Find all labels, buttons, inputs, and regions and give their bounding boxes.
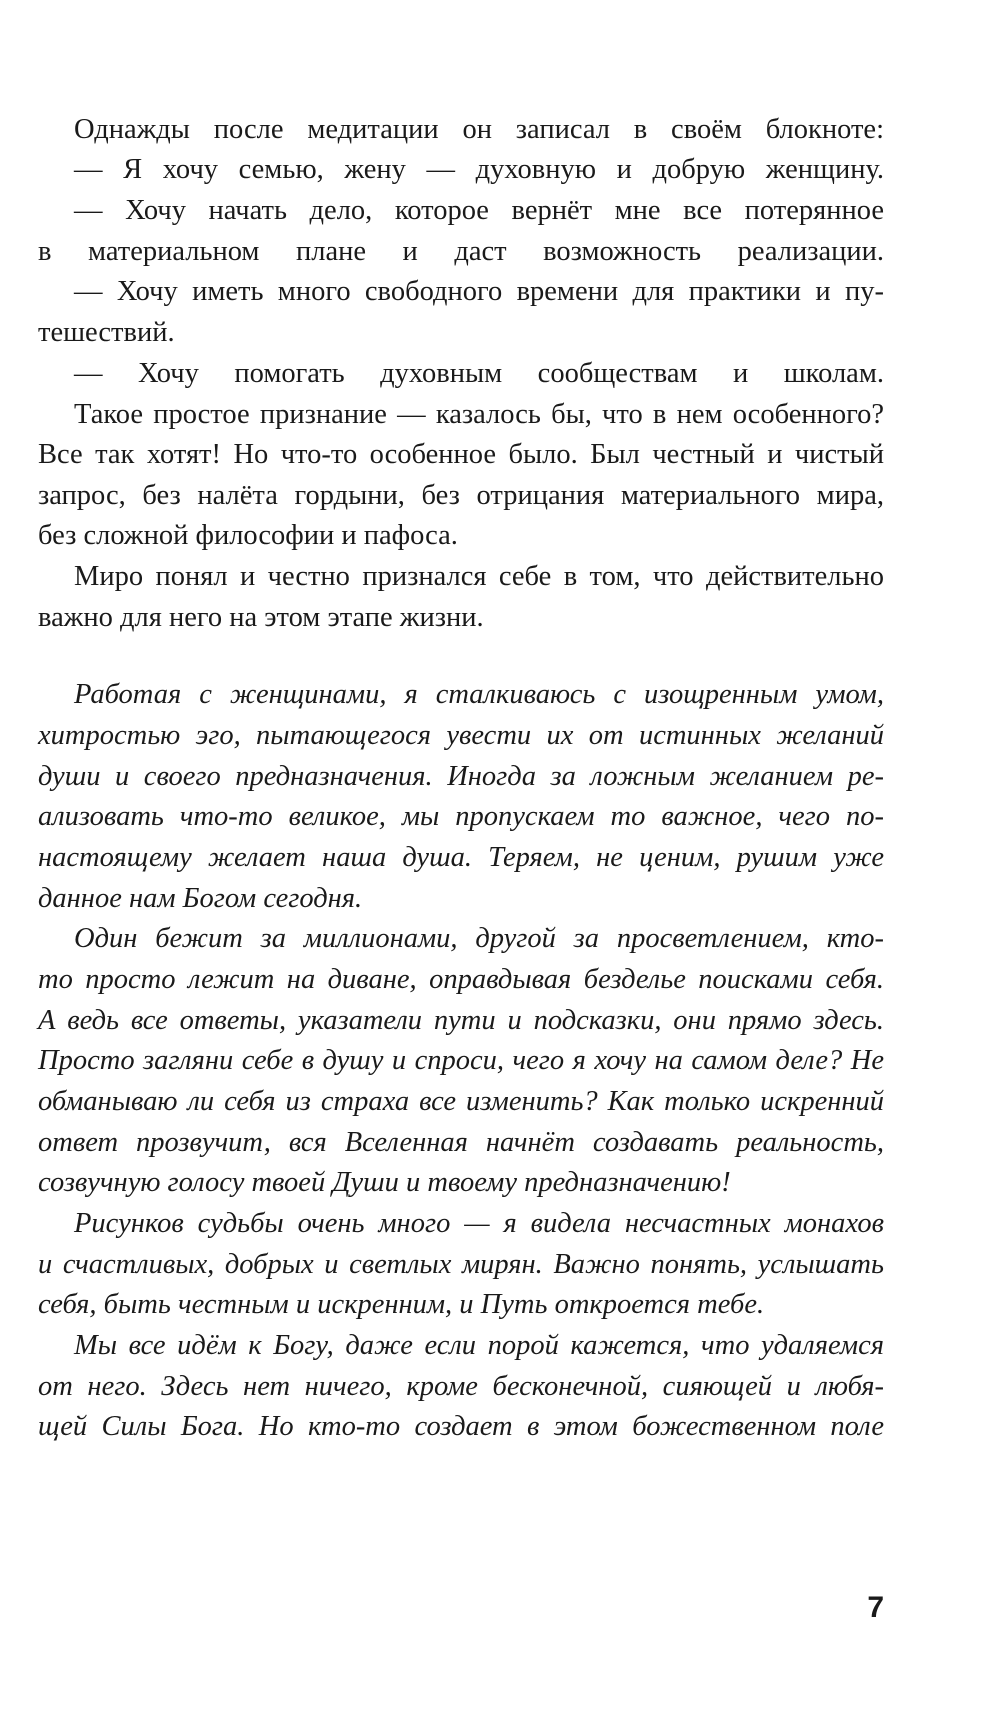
italic-text-line: настоящему желает наша душа. Теряем, не ценим, рушим уже [38,842,884,873]
italic-text-line: и счастливых, добрых и светлых мирян. Важно понять, услышать [38,1249,884,1280]
italic-text-line: то просто лежит на диване, оправдывая безделье поисками себя. [38,964,884,995]
page-number: 7 [867,1591,884,1624]
text-line: Все так хотят! Но что-то особенное было. Был честный и чистый [38,439,884,470]
italic-text-line: хитростью эго, пытающегося увести их от истинных желаний [38,720,884,751]
italic-text-line: от него. Здесь нет ничего, кроме бесконечной, сияющей и любя- [38,1371,884,1402]
text-line: — Я хочу семью, жену — духовную и добрую женщину. [74,154,884,185]
text-line: важно для него на этом этапе жизни. [38,602,484,633]
italic-text-line: щей Силы Бога. Но кто-то создает в этом божественном поле [38,1411,884,1442]
italic-text-line: Рисунков судьбы очень много — я видела несчастных монахов [74,1208,884,1239]
text-line: Такое простое признание — казалось бы, что в нем особенного? [74,399,884,430]
italic-text-line: ализовать что-то великое, мы пропускаем то важное, чего по- [38,801,884,832]
italic-text-line: А ведь все ответы, указатели пути и подсказки, они прямо здесь. [38,1005,884,1036]
text-line: тешествий. [38,317,175,348]
text-line: Однажды после медитации он записал в своём блокноте: [74,114,884,145]
text-line: в материальном плане и даст возможность реализации. [38,236,884,267]
italic-text-line: Работая с женщинами, я сталкиваюсь с изощренным умом, [74,679,884,710]
italic-text-line: Один бежит за миллионами, другой за просветлением, кто- [74,923,884,954]
text-line: Миро понял и честно признался себе в том, что действительно [74,561,884,592]
italic-text-line: Просто загляни себе в душу и спроси, чего я хочу на самом деле? Не [38,1045,884,1076]
italic-text-line: обманываю ли себя из страха все изменить? Как только искренний [38,1086,884,1117]
text-line: — Хочу помогать духовным сообществам и школам. [74,358,884,389]
italic-text-line: данное нам Богом сегодня. [38,883,363,914]
italic-text-line: Мы все идём к Богу, даже если порой кажется, что удаляемся [74,1330,884,1361]
italic-text-line: созвучную голосу твоей Души и твоему предназначению! [38,1167,731,1198]
italic-text-line: себя, быть честным и искренним, и Путь откроется тебе. [38,1289,765,1320]
italic-text-line: души и своего предназначения. Иногда за ложным желанием ре- [38,761,884,792]
text-line: — Хочу начать дело, которое вернёт мне все потерянное [74,195,884,226]
text-line: запрос, без налёта гордыни, без отрицания материального мира, [38,480,884,511]
italic-text-line: ответ прозвучит, вся Вселенная начнёт создавать реальность, [38,1127,884,1158]
text-line: без сложной философии и пафоса. [38,520,458,551]
text-line: — Хочу иметь много свободного времени для практики и пу- [74,276,884,307]
